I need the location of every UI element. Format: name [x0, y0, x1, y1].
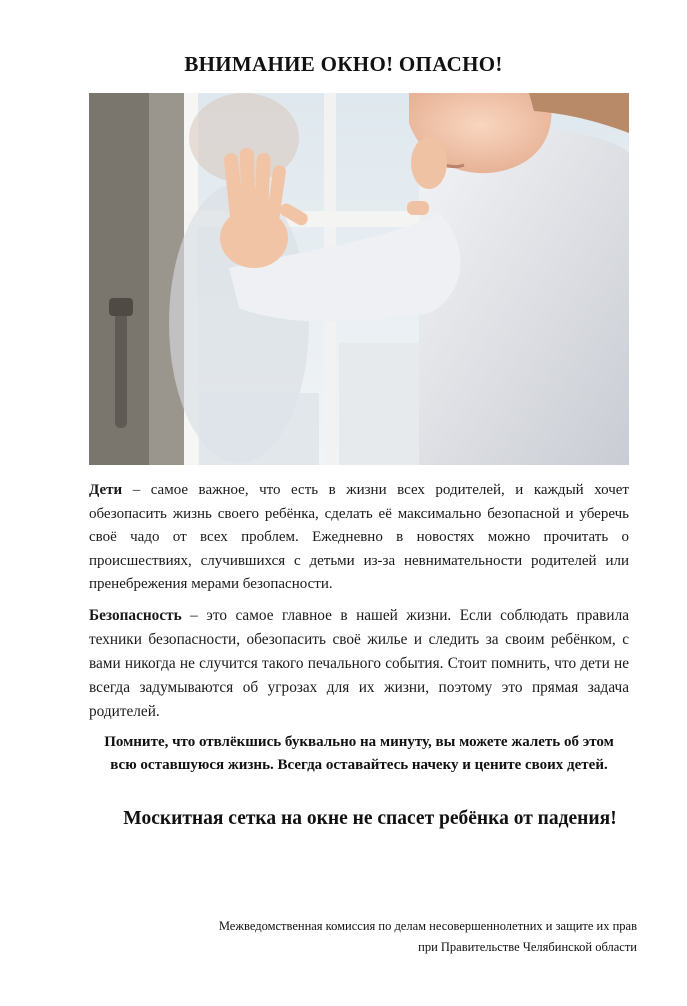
page-title: ВНИМАНИЕ ОКНО! ОПАСНО! — [184, 52, 503, 76]
paragraph-text: – самое важное, что есть в жизни всех родителей, и каждый хочет обезопасить жизнь своего ребёнка, сделать её максимально безопасной и уберечь своё чадо от всех проблем. Ежедневно в новостях можно прочитать о происшествиях, случившихся с детьми из-за невнимательности родителей или пренебрежения мерами безопасности. — [89, 482, 629, 592]
reminder-note: Помните, что отвлёкшись буквально на минуту, вы можете жалеть об этом всю оставшуюся жизнь. Всегда оставайтесь начеку и цените своих детей. — [104, 734, 614, 773]
paragraph-children — [89, 479, 629, 597]
paragraph-lead: Безопасность — [89, 607, 182, 624]
child-at-window-illustration — [89, 93, 629, 465]
child-at-window-photo — [89, 93, 629, 465]
paragraph-lead: Дети — [89, 482, 123, 498]
footer-line-2: при Правительстве Челябинской области — [418, 940, 637, 954]
footer-issuer — [117, 916, 637, 958]
paragraph-safety — [89, 604, 629, 724]
footer-line-1: Межведомственная комиссия по делам несовершеннолетних и защите их прав — [218, 919, 637, 933]
paragraph-text: – это самое главное в нашей жизни. Если соблюдать правила техники безопасности, обезопасить своё жилье и следить за своим ребёнком, с вами никогда не случится такого печального события. Стоит помнить, что дети не всегда задумываются об угрозах для их жизни, поэтому это прямая задача родителей. — [89, 607, 629, 720]
mosquito-net-warning: Москитная сетка на окне не спасет ребёнка от падения! — [123, 808, 617, 829]
